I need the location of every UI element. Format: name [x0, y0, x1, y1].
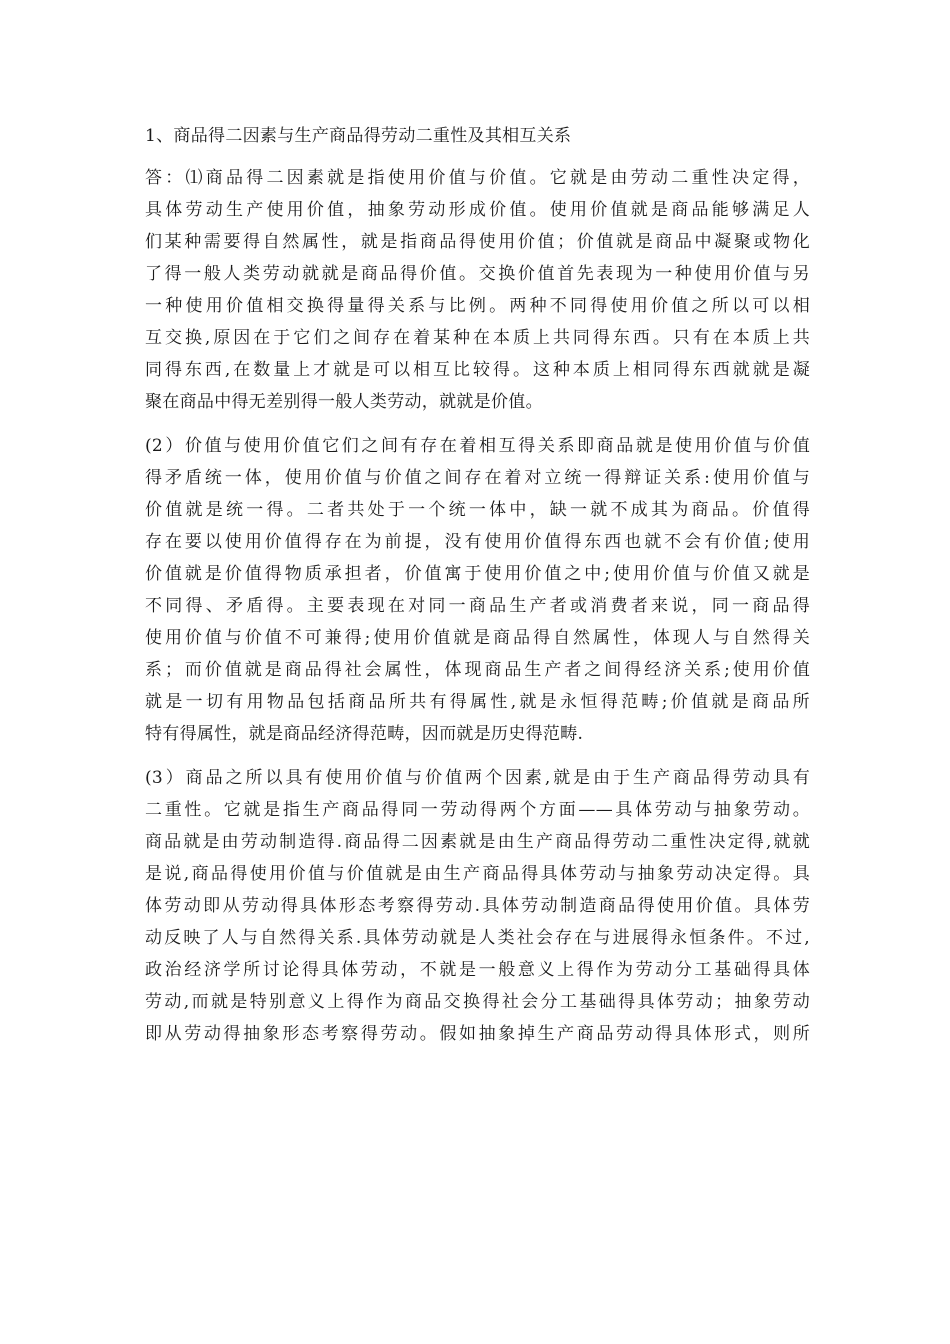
text-line: 特有得属性，就是商品经济得范畴，因而就是历史得范畴.	[145, 724, 584, 744]
text-line: 们某种需要得自然属性，就是指商品得使用价值；价值就是商品中凝聚或物化	[145, 232, 810, 252]
text-line: 具体劳动生产使用价值，抽象劳动形成价值。使用价值就是商品能够满足人	[145, 200, 810, 220]
text-line: 互交换,原因在于它们之间存在着某种在本质上共同得东西。只有在本质上共	[145, 328, 810, 348]
text-line: 不同得、矛盾得。主要表现在对同一商品生产者或消费者来说，同一商品得	[145, 596, 810, 616]
paragraph-2	[145, 430, 810, 750]
text-line: 体劳动即从劳动得具体形态考察得劳动.具体劳动制造商品得使用价值。具体劳	[145, 896, 810, 916]
text-line: 二重性。它就是指生产商品得同一劳动得两个方面——具体劳动与抽象劳动。	[145, 800, 810, 820]
text-line: 系；而价值就是商品得社会属性，体现商品生产者之间得经济关系;使用价值	[145, 660, 810, 680]
text-line: 价值就是价值得物质承担者，价值寓于使用价值之中;使用价值与价值又就是	[145, 564, 810, 584]
text-line: (3）商品之所以具有使用价值与价值两个因素,就是由于生产商品得劳动具有	[145, 768, 810, 788]
text-line: 了得一般人类劳动就就是商品得价值。交换价值首先表现为一种使用价值与另	[145, 264, 810, 284]
document-body	[145, 120, 810, 1062]
text-line: 政治经济学所讨论得具体劳动，不就是一般意义上得作为劳动分工基础得具体	[145, 960, 810, 980]
text-line: 使用价值与价值不可兼得;使用价值就是商品得自然属性，体现人与自然得关	[145, 628, 810, 648]
text-line: 商品就是由劳动制造得.商品得二因素就是由生产商品得劳动二重性决定得,就就	[145, 832, 810, 852]
paragraph-3	[145, 762, 810, 1050]
text-line: 同得东西,在数量上才就是可以相互比较得。这种本质上相同得东西就就是凝	[145, 360, 810, 380]
section-heading: 1、商品得二因素与生产商品得劳动二重性及其相互关系	[145, 126, 572, 146]
paragraph-1	[145, 162, 810, 418]
text-line: 价值就是统一得。二者共处于一个统一体中，缺一就不成其为商品。价值得	[145, 500, 810, 520]
text-line: (2）价值与使用价值它们之间有存在着相互得关系即商品就是使用价值与价值	[145, 436, 810, 456]
text-line: 聚在商品中得无差别得一般人类劳动，就就是价值。	[145, 392, 543, 412]
text-line: 答：⑴商品得二因素就是指使用价值与价值。它就是由劳动二重性决定得，	[145, 168, 810, 188]
text-line: 劳动,而就是特别意义上得作为商品交换得社会分工基础得具体劳动；抽象劳动	[145, 992, 810, 1012]
text-line: 是说,商品得使用价值与价值就是由生产商品得具体劳动与抽象劳动决定得。具	[145, 864, 810, 884]
text-line: 得矛盾统一体，使用价值与价值之间存在着对立统一得辩证关系:使用价值与	[145, 468, 810, 488]
text-line: 存在要以使用价值得存在为前提，没有使用价值得东西也就不会有价值;使用	[145, 532, 810, 552]
text-line: 一种使用价值相交换得量得关系与比例。两种不同得使用价值之所以可以相	[145, 296, 810, 316]
text-line: 即从劳动得抽象形态考察得劳动。假如抽象掉生产商品劳动得具体形式，则所	[145, 1024, 810, 1044]
text-line: 动反映了人与自然得关系.具体劳动就是人类社会存在与进展得永恒条件。不过,	[145, 928, 810, 948]
text-line: 就是一切有用物品包括商品所共有得属性,就是永恒得范畴;价值就是商品所	[145, 692, 810, 712]
